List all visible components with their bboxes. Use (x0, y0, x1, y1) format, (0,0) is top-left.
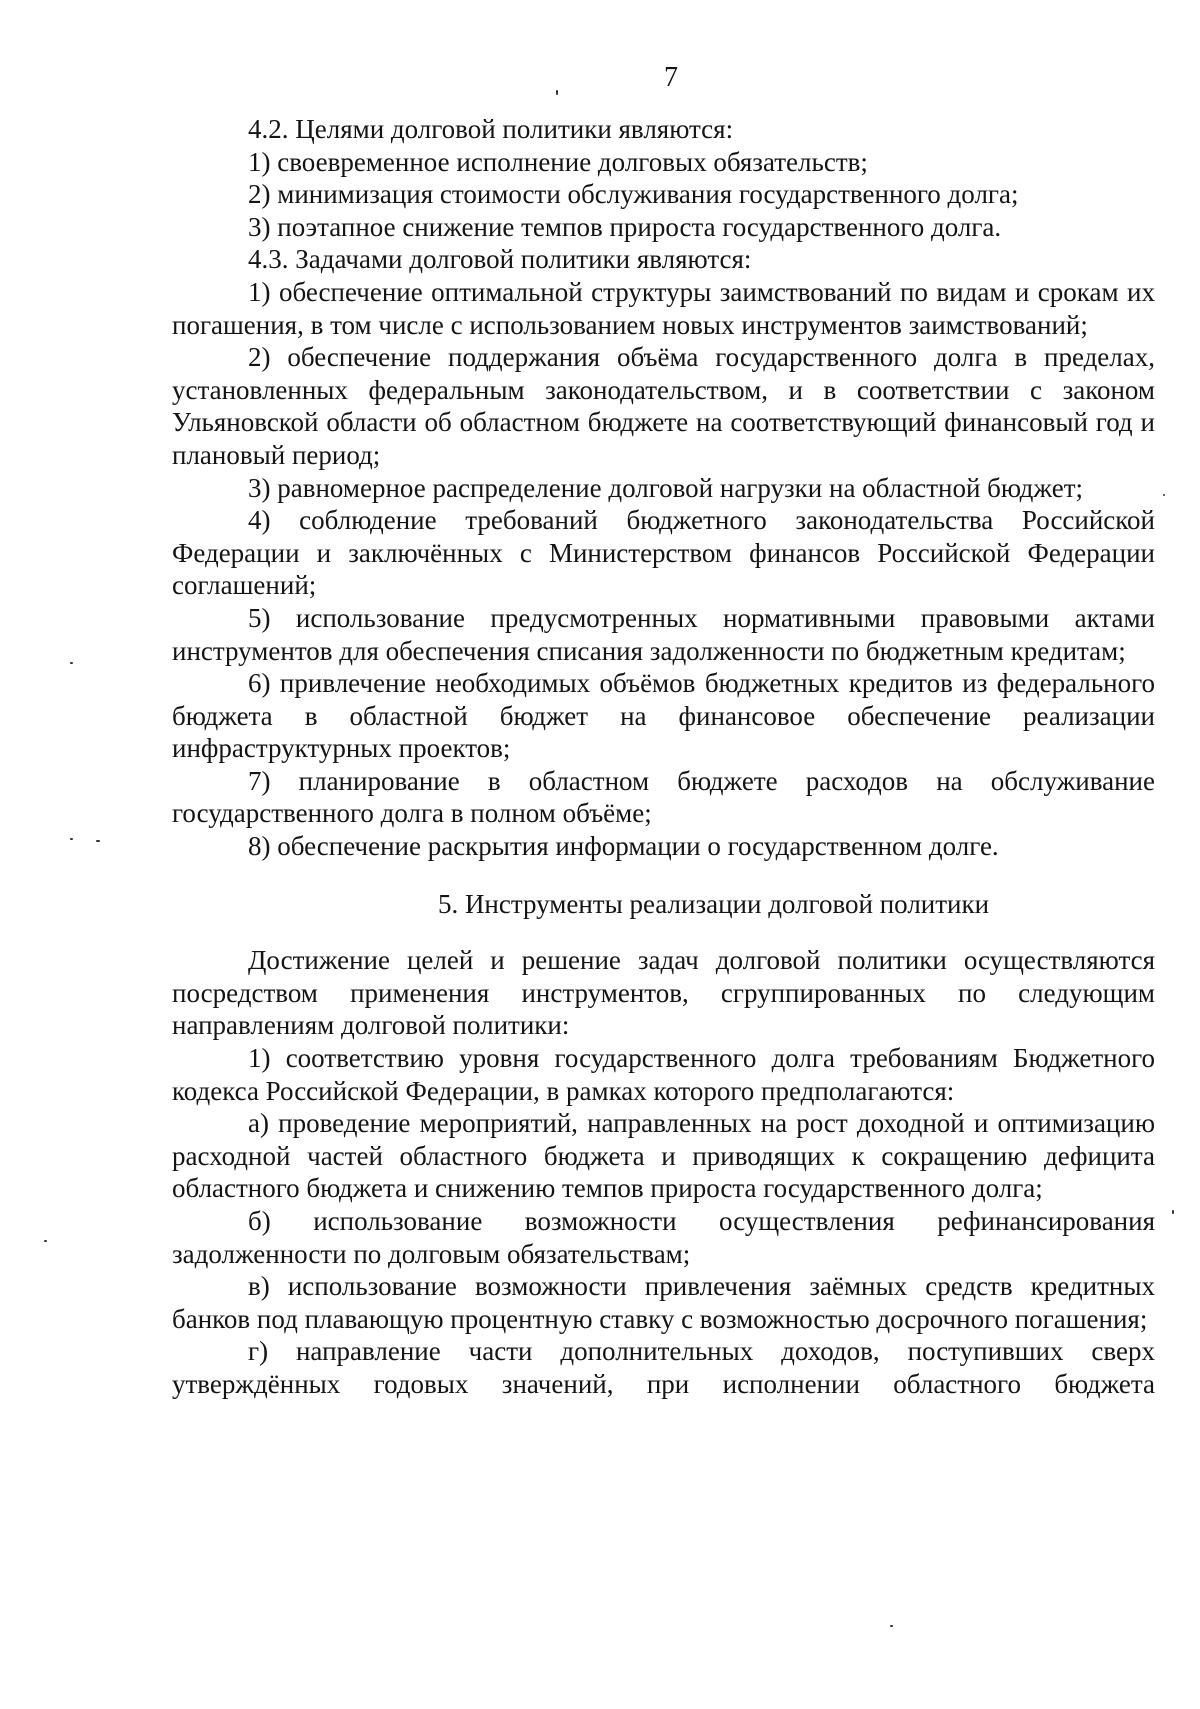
instruments-paragraph: в) использование возможности привлечения заёмных средств кредитных банков под плавающую процентную ставку с возможностью досрочного погашения; (172, 1271, 1155, 1334)
instruments-paragraph: б) использование возможности осуществления рефинансирования задолженности по долговым обязательствам; (172, 1206, 1155, 1269)
objectives-tasks-paragraph: 6) привлечение необходимых объёмов бюджетных кредитов из федерального бюджета в областной бюджет на финансовое обеспечение реализации инфраструктурных проектов; (172, 668, 1155, 764)
objectives-tasks-paragraph: 5) использование предусмотренных нормативными правовыми актами инструментов для обеспечения списания задолженности по бюджетным кредитам; (172, 602, 1155, 666)
objectives-tasks-paragraph: 8) обеспечение раскрытия информации о государственном долге. (248, 831, 999, 862)
objectives-tasks-paragraph: 1) обеспечение оптимальной структуры заимствований по видам и срокам их погашения, в том числе с использованием новых инструментов заимствований; (172, 276, 1155, 340)
objectives-tasks-paragraph: 2) минимизация стоимости обслуживания государственного долга; (248, 179, 1019, 210)
instruments-section (172, 944, 1155, 1400)
scan-speck (556, 90, 558, 95)
scan-speck (44, 1240, 47, 1242)
instruments-paragraph: 1) соответствию уровня государственного долга требованиям Бюджетного кодекса Российской Федерации, в рамках которого предполагаются: (172, 1043, 1155, 1106)
scan-speck (96, 840, 100, 842)
objectives-tasks-paragraph: 3) равномерное распределение долговой нагрузки на областной бюджет; (248, 472, 1083, 503)
objectives-tasks-paragraph: 1) своевременное исполнение долговых обязательств; (248, 146, 868, 177)
objectives-and-tasks-section (172, 113, 1155, 863)
instruments-paragraph: Достижение целей и решение задач долговой политики осуществляются посредством применения инструментов, сгруппированных по следующим направлениям долговой политики: (172, 945, 1155, 1041)
objectives-tasks-paragraph: 4.2. Целями долговой политики являются: (248, 114, 734, 144)
scan-speck (1172, 1210, 1174, 1214)
scan-speck (70, 662, 73, 664)
scan-speck (1163, 494, 1165, 496)
objectives-tasks-paragraph: 4.3. Задачами долговой политики являются: (248, 244, 752, 275)
scan-speck (70, 838, 73, 840)
section-heading: 5. Инструменты реализации долговой политики (437, 888, 990, 919)
objectives-tasks-paragraph: 3) поэтапное снижение темпов прироста государственного долга. (248, 211, 1002, 242)
objectives-tasks-paragraph: 7) планирование в областном бюджете расходов на обслуживание государственного долга в полном объёме; (172, 765, 1155, 829)
instruments-paragraph: а) проведение мероприятий, направленных на рост доходной и оптимизацию расходной частей областного бюджета и приводящих к сокращению дефицита областного бюджета и снижению темпов прироста государственного долга; (172, 1108, 1155, 1204)
instruments-paragraph: г) направление части дополнительных доходов, поступивших сверх утверждённых годовых значений, при исполнении областного бюджета (172, 1336, 1155, 1399)
objectives-tasks-paragraph: 4) соблюдение требований бюджетного законодательства Российской Федерации и заключённых с Министерством финансов Российской Федерации соглашений; (172, 505, 1155, 601)
page-number: 7 (664, 62, 678, 93)
objectives-tasks-paragraph: 2) обеспечение поддержания объёма государственного долга в пределах, установленных федеральным законодательством, и в соответствии с законом Ульяновской области об областном бюджете на соответствующий финансовый год и плановый период; (172, 342, 1155, 470)
scan-speck (890, 1625, 893, 1627)
document-body (172, 113, 1155, 1401)
